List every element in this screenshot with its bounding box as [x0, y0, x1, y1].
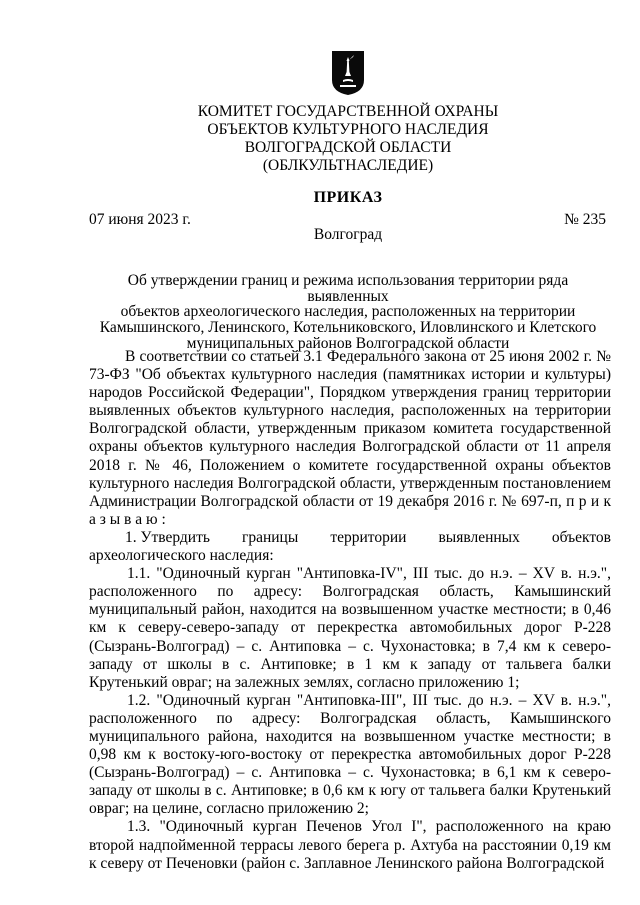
item-1-word: 1. Утвердить: [125, 528, 210, 546]
order-number: № 235: [564, 211, 606, 228]
item-1-3-paragraph: 1.3. "Одиночный курган Печенов Угол I", расположенного на краю второй надпойменной террасы левого берега р. Ахтуба на расстоянии 0,19 км к северу от Печеновки (район с. Заплавное Ленинского района Волгоградской: [89, 818, 611, 872]
item-1-word: территории: [330, 528, 407, 546]
item-1-word: выявленных: [438, 528, 520, 546]
order-subject: [89, 273, 607, 352]
org-name-line-4: (ОБЛКУЛЬТНАСЛЕДИЕ): [262, 157, 434, 174]
item-1-line: [89, 529, 611, 547]
order-body: [89, 348, 611, 873]
org-name-line-1: КОМИТЕТ ГОСУДАРСТВЕННОЙ ОХРАНЫ: [197, 103, 499, 120]
item-1-tail: археологического наследия:: [89, 547, 274, 565]
subject-line-3: Камышинского, Ленинского, Котельниковского, Иловлинского и Клетского: [99, 319, 597, 337]
subject-line-1: Об утверждении границ и режима использования территории ряда выявленных: [127, 272, 569, 305]
preamble-paragraph: В соответствии со статьей 3.1 Федерального закона от 25 июня 2002 г. № 73-ФЗ "Об объектах культурного наследия (памятниках истории и культуры) народов Российской Федерации", Порядком утверждения границ территории выявленных объектов культурного наследия, расположенных на территории Волгоградской области, утвержденным приказом комитета государственной охраны объектов культурного наследия Волгоградской области от 11 апреля 2018 г. № 46, Положением о комитете государственной охраны объектов культурного наследия Волгоградской области, утвержденным постановлением Администрации Волгоградской области от 19 декабря 2016 г. № 697-п, п р и к а з ы в а ю :: [89, 348, 611, 528]
volgograd-coat-of-arms-icon: [331, 50, 365, 96]
org-name-line-2: ОБЪЕКТОВ КУЛЬТУРНОГО НАСЛЕДИЯ: [207, 121, 489, 138]
subject-line-4: муниципальных районов Волгоградской области: [186, 334, 510, 352]
item-1-word: границы: [241, 528, 299, 546]
subject-line-2: объектов археологического наследия, расположенных на территории: [120, 303, 576, 321]
order-date: 07 июня 2023 г.: [89, 211, 191, 228]
item-1-word: объектов: [551, 528, 611, 546]
org-name-line-3: ВОЛГОГРАДСКОЙ ОБЛАСТИ: [244, 139, 452, 156]
item-1-2-paragraph: 1.2. "Одиночный курган "Антиповка-III", III тыс. до н.э. – XV в. н.э.", расположенного по адресу: Волгоградская область, Камышинского муниципального района, находится на возвышенном участке местности; в 0,98 км к востоку-юго-востоку от перекрестка автомобильных дорог Р-228 (Сызрань-Волгоград) – с. Антиповка – с. Чухонастовка; в 6,1 км к северо-западу от школы в с. Антиповке; в 0,6 км к югу от тальвега балки Крутенький овраг; на целине, согласно приложению 2;: [89, 691, 611, 818]
order-city: Волгоград: [313, 226, 383, 243]
document-title: ПРИКАЗ: [313, 189, 383, 206]
item-1-1-paragraph: 1.1. "Одиночный курган "Антиповка-IV", III тыс. до н.э. – XV в. н.э.", расположенного по адресу: Волгоградская область, Камышинский муниципальный район, находится на возвышенном участке местности; в 0,46 км к северу-северо-западу от перекрестка автомобильных дорог Р-228 (Сызрань-Волгоград) – с. Антиповка – с. Чухонастовка; в 7,4 км к северо-западу от школы в с. Антиповке; в 1 км к западу от тальвега балки Крутенький овраг; на залежных землях, согласно приложению 1;: [89, 565, 611, 691]
